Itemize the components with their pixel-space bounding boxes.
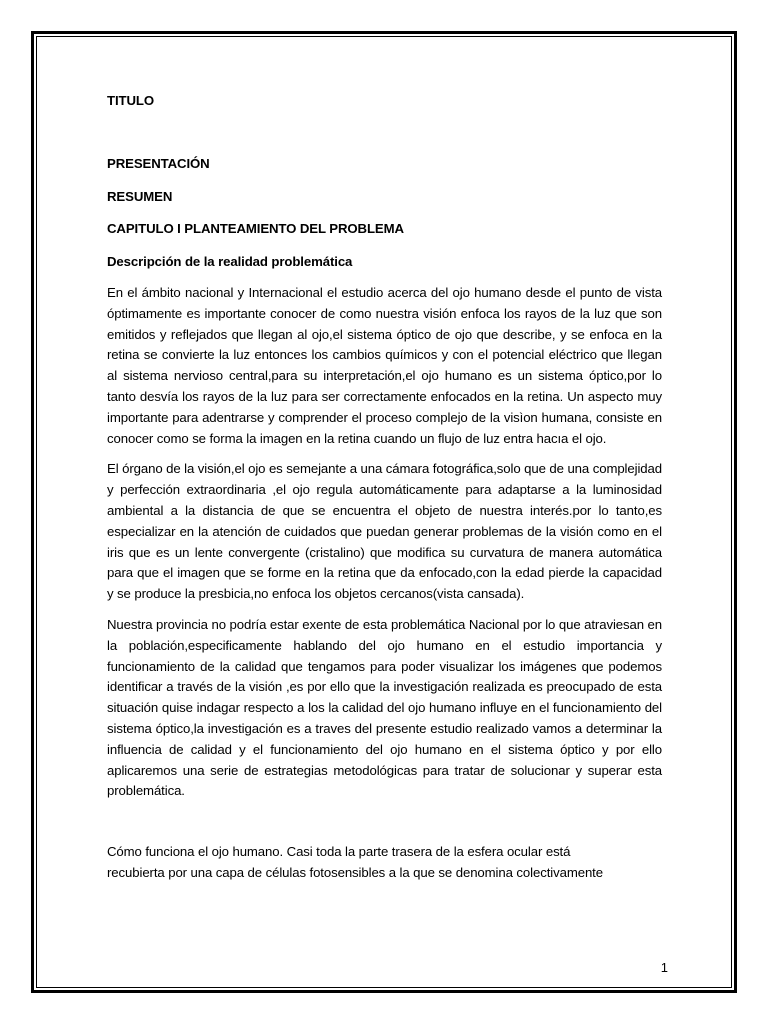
heading-capitulo: CAPITULO I PLANTEAMIENTO DEL PROBLEMA bbox=[107, 221, 404, 237]
heading-resumen: RESUMEN bbox=[107, 188, 173, 204]
page-number: 1 bbox=[660, 960, 668, 975]
heading-presentacion: PRESENTACIÓN bbox=[107, 155, 210, 171]
heading-descripcion: Descripción de la realidad problemática bbox=[107, 254, 353, 270]
paragraph-3: Nuestra provincia no podría estar exente de esta problemática Nacional por lo que atraviesan en la población,especificamente hablando del ojo humano en el estudio importancia y funcionamiento de la calidad que tengamos para poder visualizar los imágenes que podemos identificar a través de la visión ,es por ello que la investigación realizada es preocupado de esta situación quise indagar respecto a los la calidad del ojo humano influye en el funcionamiento del sistema óptico,la investigación es a traves del presente estudio realizado vamos a determinar la influencia de calidad y el funcionamiento del ojo humano en el sistema óptico y por ello aplicaremos una serie de estrategias metodológicas para tratar de solucionar y superar esta problemática. bbox=[107, 616, 662, 799]
tail-line-2: recubierta por una capa de células fotosensibles a la que se denomina colectivamente bbox=[107, 864, 603, 880]
paragraph-1: En el ámbito nacional y Internacional el estudio acerca del ojo humano desde el punto de vista óptimamente es importante conocer de como nuestra visión enfoca los rayos de la luz que son emitidos y reflejados que llegan al ojo,el sistema óptico de ojo que describe, y se enfoca en la retina se convierte la luz entonces los cambios químicos y con el potencial eléctrico que llegan al sistema nervioso central,para su interpretación,el ojo humano es un sistema óptico,por lo tanto desvía los rayos de la luz para ser correctamente enfocados en la retina. Un aspecto muy importante para adentrarse y comprender el proceso complejo de la visìon humana, consiste en conocer como se forma la imagen en la retina cuando un flujo de luz entra hacıa el ojo. bbox=[107, 284, 662, 446]
heading-titulo: TITULO bbox=[107, 93, 155, 108]
document-body bbox=[107, 91, 662, 884]
paragraph-2: El órgano de la visión,el ojo es semejante a una cámara fotográfica,solo que de una complejidad y perfección extraordinaria ,el ojo regula automáticamente para adaptarse a la luminosidad ambiental a la distancia de que se encuentra el objeto de nuestra interés.por lo tanto,es especializar en la atención de cuidados que puedan generar problemas de la visión como en el iris que es un lente convergente (cristalino) que modifica su curvatura de manera automática para que el imagen que se forme en la retina que da enfocado,con la edad pierde la capacidad y se produce la presbicia,no enfoca los objetos cercanos(vista cansada). bbox=[107, 461, 662, 602]
tail-line-1: Cómo funciona el ojo humano. Casi toda la parte trasera de la esfera ocular está bbox=[107, 844, 571, 860]
